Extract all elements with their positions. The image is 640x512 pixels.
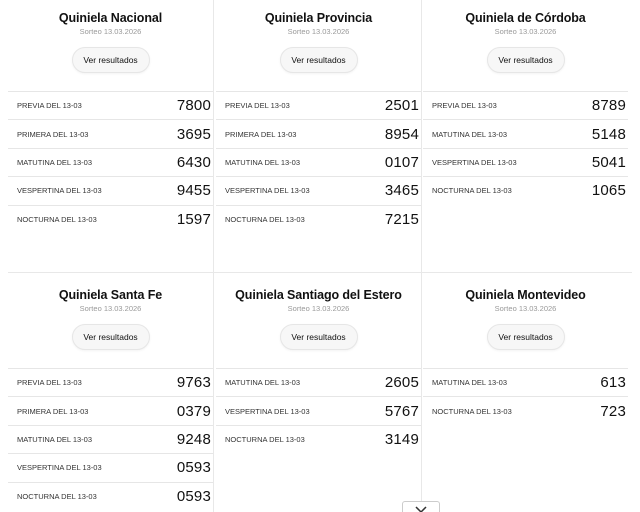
draw-label: PREVIA DEL 13-03 xyxy=(432,101,497,111)
quiniela-card xyxy=(216,0,421,233)
ver-resultados-button[interactable]: Ver resultados xyxy=(487,47,565,73)
draw-number: 0107 xyxy=(384,153,419,171)
draw-number: 6430 xyxy=(176,153,211,171)
card-title: Quiniela Santa Fe xyxy=(58,288,163,302)
column-divider xyxy=(213,0,214,512)
card-subtitle: Sorteo 13.03.2026 xyxy=(494,27,557,36)
draw-label: NOCTURNA DEL 13-03 xyxy=(225,214,305,224)
card-title: Quiniela Provincia xyxy=(264,11,373,25)
draw-label: VESPERTINA DEL 13-03 xyxy=(17,186,102,196)
result-row xyxy=(8,176,213,204)
result-row xyxy=(216,425,421,453)
result-row xyxy=(8,119,213,147)
draw-label: PREVIA DEL 13-03 xyxy=(225,101,290,111)
results-list xyxy=(216,91,421,233)
draw-number: 5041 xyxy=(591,153,626,171)
quiniela-card xyxy=(423,0,628,205)
result-row xyxy=(8,396,213,424)
draw-number: 3695 xyxy=(176,125,211,143)
results-list xyxy=(8,91,213,233)
card-subtitle: Sorteo 13.03.2026 xyxy=(494,304,557,313)
draw-label: MATUTINA DEL 13-03 xyxy=(225,378,301,388)
draw-label: PREVIA DEL 13-03 xyxy=(17,101,82,111)
draw-label: VESPERTINA DEL 13-03 xyxy=(432,157,517,167)
draw-label: VESPERTINA DEL 13-03 xyxy=(17,463,102,473)
card-title: Quiniela de Córdoba xyxy=(465,11,586,25)
draw-number: 8954 xyxy=(384,125,419,143)
result-row xyxy=(216,396,421,424)
result-row xyxy=(423,396,628,424)
draw-label: MATUTINA DEL 13-03 xyxy=(432,378,508,388)
quiniela-grid xyxy=(8,0,632,512)
draw-label: MATUTINA DEL 13-03 xyxy=(432,129,508,139)
draw-label: PRIMERA DEL 13-03 xyxy=(225,129,297,139)
draw-label: NOCTURNA DEL 13-03 xyxy=(17,214,97,224)
result-row xyxy=(8,453,213,481)
result-row xyxy=(216,368,421,396)
draw-label: NOCTURNA DEL 13-03 xyxy=(432,186,512,196)
results-list xyxy=(423,91,628,205)
result-row xyxy=(8,91,213,119)
draw-number: 1065 xyxy=(591,182,626,200)
result-row xyxy=(8,482,213,510)
quiniela-card xyxy=(8,277,213,510)
result-row xyxy=(8,425,213,453)
results-list xyxy=(8,368,213,510)
draw-number: 0593 xyxy=(176,487,211,505)
ver-resultados-button[interactable]: Ver resultados xyxy=(72,324,150,350)
draw-label: VESPERTINA DEL 13-03 xyxy=(225,186,310,196)
draw-number: 3149 xyxy=(384,430,419,448)
draw-label: MATUTINA DEL 13-03 xyxy=(17,434,93,444)
column-divider xyxy=(421,0,422,512)
result-row xyxy=(423,176,628,204)
draw-number: 723 xyxy=(600,402,626,420)
results-list xyxy=(216,368,421,453)
quiniela-card xyxy=(216,277,421,453)
draw-label: MATUTINA DEL 13-03 xyxy=(225,157,301,167)
draw-label: VESPERTINA DEL 13-03 xyxy=(225,406,310,416)
draw-number: 3465 xyxy=(384,182,419,200)
ver-resultados-button[interactable]: Ver resultados xyxy=(72,47,150,73)
result-row xyxy=(216,91,421,119)
draw-number: 9248 xyxy=(176,430,211,448)
draw-number: 5148 xyxy=(591,125,626,143)
result-row xyxy=(8,148,213,176)
draw-number: 0379 xyxy=(176,402,211,420)
card-subtitle: Sorteo 13.03.2026 xyxy=(79,304,142,313)
results-list xyxy=(423,368,628,425)
draw-label: PREVIA DEL 13-03 xyxy=(17,378,82,388)
draw-number: 2605 xyxy=(384,374,419,392)
card-title: Quiniela Nacional xyxy=(58,11,163,25)
chevron-down-icon xyxy=(415,506,427,512)
quiniela-card xyxy=(8,0,213,233)
result-row xyxy=(216,148,421,176)
result-row xyxy=(423,368,628,396)
card-subtitle: Sorteo 13.03.2026 xyxy=(79,27,142,36)
row-divider xyxy=(8,272,632,273)
scroll-down-button[interactable] xyxy=(402,501,440,512)
draw-number: 0593 xyxy=(176,459,211,477)
draw-label: PRIMERA DEL 13-03 xyxy=(17,129,89,139)
ver-resultados-button[interactable]: Ver resultados xyxy=(487,324,565,350)
result-row xyxy=(216,205,421,233)
draw-number: 613 xyxy=(600,374,626,392)
card-subtitle: Sorteo 13.03.2026 xyxy=(287,27,350,36)
ver-resultados-button[interactable]: Ver resultados xyxy=(280,324,358,350)
result-row xyxy=(423,91,628,119)
ver-resultados-button[interactable]: Ver resultados xyxy=(280,47,358,73)
draw-number: 2501 xyxy=(384,97,419,115)
draw-number: 9763 xyxy=(176,374,211,392)
quiniela-card xyxy=(423,277,628,425)
result-row xyxy=(8,205,213,233)
draw-label: NOCTURNA DEL 13-03 xyxy=(17,491,97,501)
card-title: Quiniela Santiago del Estero xyxy=(235,288,402,302)
draw-number: 8789 xyxy=(591,97,626,115)
result-row xyxy=(8,368,213,396)
draw-number: 7800 xyxy=(176,97,211,115)
draw-label: NOCTURNA DEL 13-03 xyxy=(432,406,512,416)
draw-number: 5767 xyxy=(384,402,419,420)
result-row xyxy=(423,148,628,176)
draw-number: 7215 xyxy=(384,210,419,228)
draw-label: NOCTURNA DEL 13-03 xyxy=(225,434,305,444)
card-title: Quiniela Montevideo xyxy=(465,288,586,302)
result-row xyxy=(216,176,421,204)
draw-number: 1597 xyxy=(176,210,211,228)
draw-number: 9455 xyxy=(176,182,211,200)
draw-label: MATUTINA DEL 13-03 xyxy=(17,157,93,167)
result-row xyxy=(216,119,421,147)
result-row xyxy=(423,119,628,147)
card-subtitle: Sorteo 13.03.2026 xyxy=(287,304,350,313)
draw-label: PRIMERA DEL 13-03 xyxy=(17,406,89,416)
